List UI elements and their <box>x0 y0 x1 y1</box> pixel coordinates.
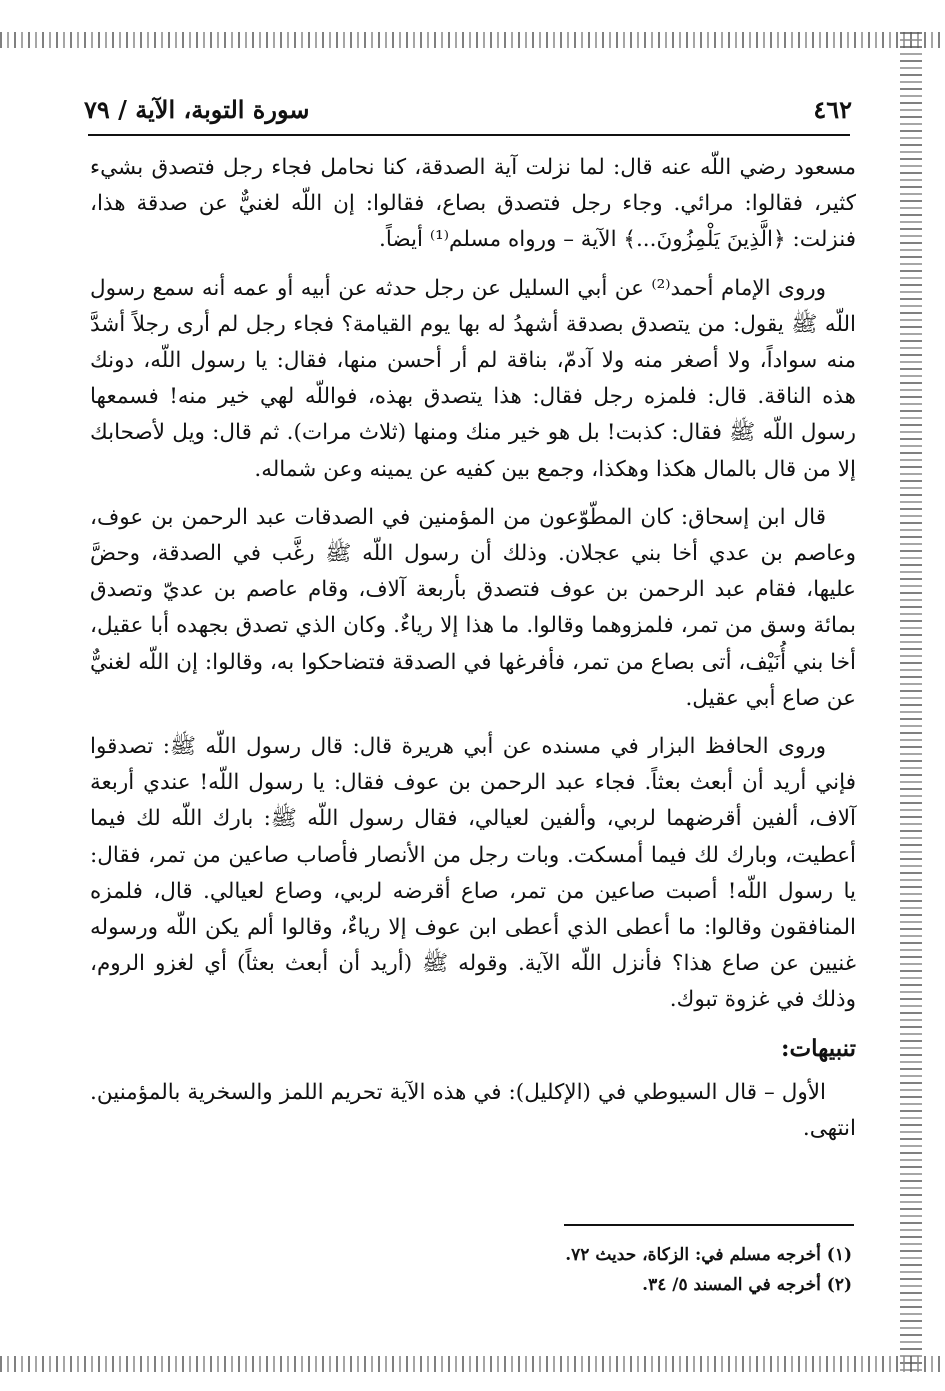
footnote-2: (٢) أخرجه في المسند ٥/ ٣٤. <box>642 1275 852 1295</box>
page-body <box>90 150 856 1159</box>
closing-paragraph: الأول – قال السيوطي في (الإكليل): في هذه الآية تحريم اللمز والسخرية بالمؤمنين. انتهى. <box>90 1079 856 1141</box>
page-border-top <box>0 32 945 48</box>
footnotes <box>90 1240 852 1300</box>
paragraph-3: قال ابن إسحاق: كان المطّوّعون من المؤمنين في الصدقات عبد الرحمن بن عوف، وعاصم بن عدي أخا بني عجلان. وذلك أن رسول اللّه ﷺ رغَّب في الصدقة، وحضَّ عليها، فقام عبد الرحمن بن عوف فتصدق بأربعة آلاف، وقام عاصم بن عديّ وتصدق بمائة وسق من تمر، فلمزوهما وقالوا. ما هذا إلا رياءٌ. وكان الذي تصدق بجهده أبا عقيل، أخا بني أُنَيْف، أتى بصاع من تمر، فأفرغها في الصدقة فتضاحكوا به، وقالوا: إن اللّه لغنيٌّ عن صاع أبي عقيل. <box>90 504 856 711</box>
footnote-1: (١) أخرجه مسلم في: الزكاة، حديث ٧٢. <box>565 1245 852 1265</box>
page-header <box>84 84 852 124</box>
footnote-divider <box>564 1224 854 1226</box>
paragraph-1: مسعود رضي اللّه عنه قال: لما نزلت آية الصدقة، كنا نحامل فجاء رجل فتصدق بشيء كثير، فقالوا: مرائي. وجاء رجل فتصدق بصاع، فقالوا: إن اللّه لغنيٌّ عن صدقة هذا، فنزلت: ﴿الَّذِينَ يَلْمِزُونَ...﴾ الآية – ورواه مسلم⁽¹⁾ أيضاً. <box>90 155 856 253</box>
paragraph-4: وروى الحافظ البزار في مسنده عن أبي هريرة قال: قال رسول اللّه ﷺ: تصدقوا فإني أريد أن أبعث بعثاً. فجاء عبد الرحمن بن عوف فقال: يا رسول اللّه! عندي أربعة آلاف، ألفين أقرضهما لربي، وألفين لعيالي، فقال رسول اللّه ﷺ: بارك اللّه لك فيما أعطيت، وبارك لك فيما أمسكت. وبات رجل من الأنصار فأصاب صاعين من تمر، فقال: يا رسول اللّه! أصبت صاعين من تمر، صاع أقرضه لربي، وصاع لعيالي. قال، فلمزه المنافقون وقالوا: ما أعطى الذي أعطى ابن عوف إلا رياءٌ، وقالوا ألم يكن اللّه ورسوله غنيين عن صاع هذا؟ فأنزل اللّه الآية. وقوله ﷺ (أريد أن أبعث بعثاً) أي لغزو الروم، وذلك في غزوة تبوك. <box>90 734 856 1013</box>
page-number: ٤٦٢ <box>813 95 852 124</box>
page-border-right <box>900 32 922 1371</box>
page-border-bottom <box>0 1356 945 1372</box>
header-divider <box>88 134 850 136</box>
paragraph-2: وروى الإمام أحمد⁽²⁾ عن أبي السليل عن رجل حدثه عن أبيه أو عمه أنه سمع رسول اللّه ﷺ يقول: من يتصدق بصدقة أشهدُ له بها يوم القيامة؟ فجاء رجل لم أرى رجلاً أشدَّ منه سواداً، ولا أصغر منه ولا آدمّ، بناقة لم أر أحسن منها، فقال: يا رسول اللّه، دونك هذه الناقة. قال: فلمزه رجل فقال: هذا يتصدق بهذه، فواللّه لهي خير منه! فسمعها رسول اللّه ﷺ فقال: كذبت! بل هو خير منك ومنها (ثلاث مرات). ثم قال: ويل لأصحابك إلا من قال بالمال هكذا وهكذا، وجمع بين كفيه عن يمينه وعن شماله. <box>90 275 856 482</box>
section-heading: تنبيهات: <box>781 1034 856 1062</box>
running-title: سورة التوبة، الآية / ٧٩ <box>84 95 310 124</box>
